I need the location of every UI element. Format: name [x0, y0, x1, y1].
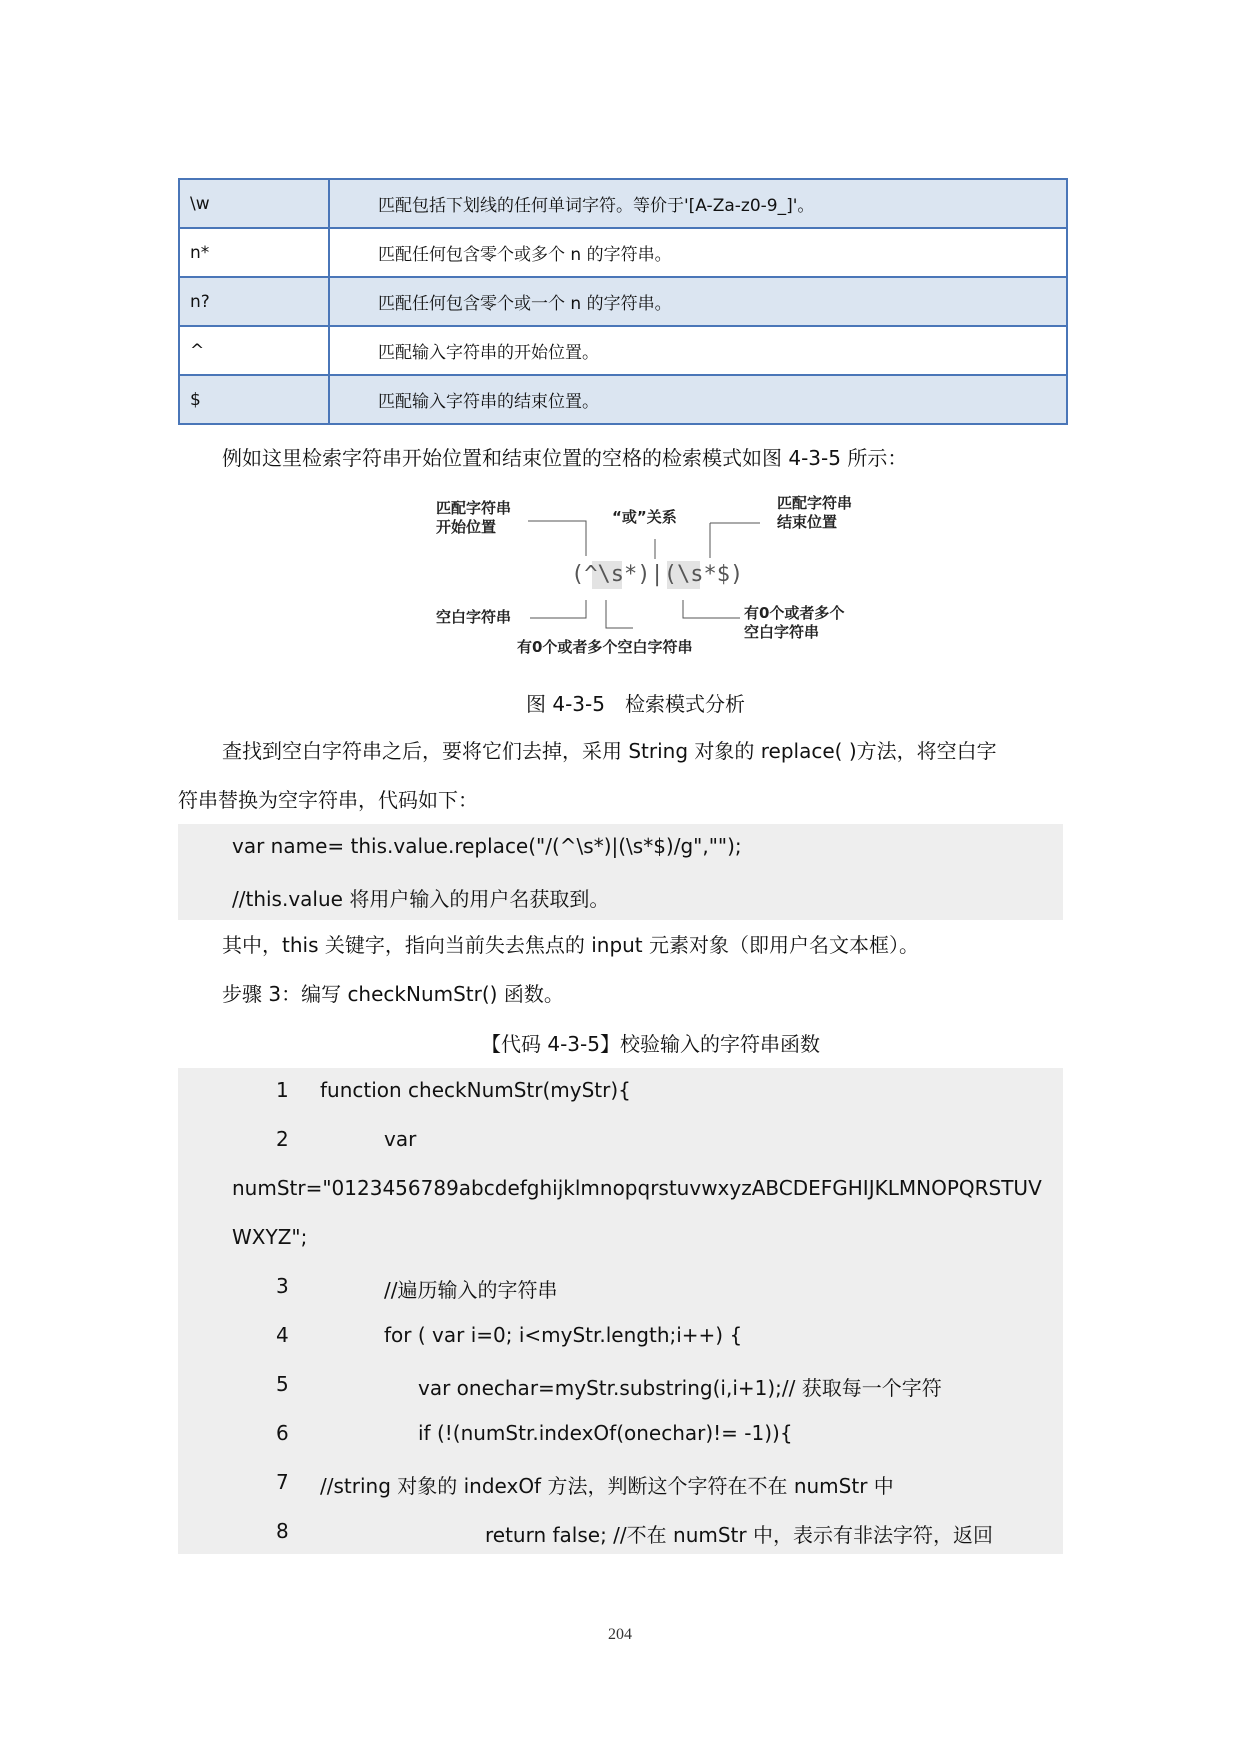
label-whitespace: 空白字符串 — [436, 608, 512, 626]
code-comment-line: //遍历输入的字符串 — [384, 1278, 558, 1302]
paragraph-replace-line2: 符串替换为空字符串，代码如下： — [178, 788, 478, 812]
label-zero-or-more-ws: 有0个或者多个空白字符串 — [517, 638, 693, 656]
code-line: WXYZ"; — [232, 1225, 308, 1249]
regex-expression: (^\s*)|(\s*$) — [571, 562, 744, 587]
regex-description: 匹配输入字符串的结束位置。 — [329, 375, 1067, 424]
paragraph-replace-line1: 查找到空白字符串之后，要将它们去掉，采用 String 对象的 replace( )方法，将空白字 — [222, 739, 997, 763]
label-zero-or-more-right: 有0个或者多个 空白字符串 — [744, 604, 845, 641]
line-number: 3 — [276, 1274, 289, 1298]
code-line: function checkNumStr(myStr){ — [320, 1078, 631, 1102]
line-number: 7 — [276, 1470, 289, 1494]
code-line: var onechar=myStr.substring(i,i+1);// 获取每一个字符 — [418, 1376, 942, 1400]
line-number: 4 — [276, 1323, 289, 1347]
line-number: 5 — [276, 1372, 289, 1396]
code-line: numStr="0123456789abcdefghijklmnopqrstuvwxyzABCDEFGHIJKLMNOPQRSTUV — [232, 1176, 1042, 1200]
code-line: if (!(numStr.indexOf(onechar)!= -1)){ — [418, 1421, 793, 1445]
code-line: var — [384, 1127, 417, 1151]
paragraph-this-keyword: 其中，this 关键字，指向当前失去焦点的 input 元素对象（即用户名文本框）。 — [222, 933, 920, 957]
diagram-leader-lines — [0, 0, 1240, 700]
regex-pattern-diagram — [0, 0, 1240, 700]
label-end-position: 匹配字符串 结束位置 — [777, 494, 853, 531]
code-comment-line: //string 对象的 indexOf 方法，判断这个字符在不在 numStr 中 — [320, 1474, 894, 1498]
line-number: 6 — [276, 1421, 289, 1445]
page-number: 204 — [608, 1626, 632, 1643]
figure-caption: 图 4-3-5 检索模式分析 — [526, 692, 745, 716]
regex-symbol: ^ — [179, 326, 329, 375]
label-or-relation: “或”关系 — [612, 508, 677, 526]
label-start-position: 匹配字符串 开始位置 — [436, 499, 512, 536]
paragraph-step3: 步骤 3：编写 checkNumStr() 函数。 — [222, 982, 564, 1006]
intro-paragraph: 例如这里检索字符串开始位置和结束位置的空格的检索模式如图 4-3-5 所示： — [222, 446, 908, 470]
regex-symbol: n* — [179, 228, 329, 277]
code-line: for ( var i=0; i<myStr.length;i++) { — [384, 1323, 743, 1347]
regex-symbol: n? — [179, 277, 329, 326]
regex-description: 匹配任何包含零个或多个 n 的字符串。 — [329, 228, 1067, 277]
code-comment-line: //this.value 将用户输入的用户名获取到。 — [232, 887, 610, 911]
code-line: var name= this.value.replace("/(^\s*)|(\s*$)/g",""); — [232, 834, 742, 858]
regex-symbol: $ — [179, 375, 329, 424]
regex-description: 匹配输入字符串的开始位置。 — [329, 326, 1067, 375]
line-number: 1 — [276, 1078, 289, 1102]
line-number: 8 — [276, 1519, 289, 1543]
regex-description: 匹配包括下划线的任何单词字符。等价于'[A-Za-z0-9_]'。 — [329, 179, 1067, 228]
code-caption: 【代码 4-3-5】校验输入的字符串函数 — [481, 1032, 820, 1056]
code-line: return false; //不在 numStr 中，表示有非法字符，返回 — [485, 1523, 993, 1547]
line-number: 2 — [276, 1127, 289, 1151]
regex-description: 匹配任何包含零个或一个 n 的字符串。 — [329, 277, 1067, 326]
regex-symbol: \w — [179, 179, 329, 228]
